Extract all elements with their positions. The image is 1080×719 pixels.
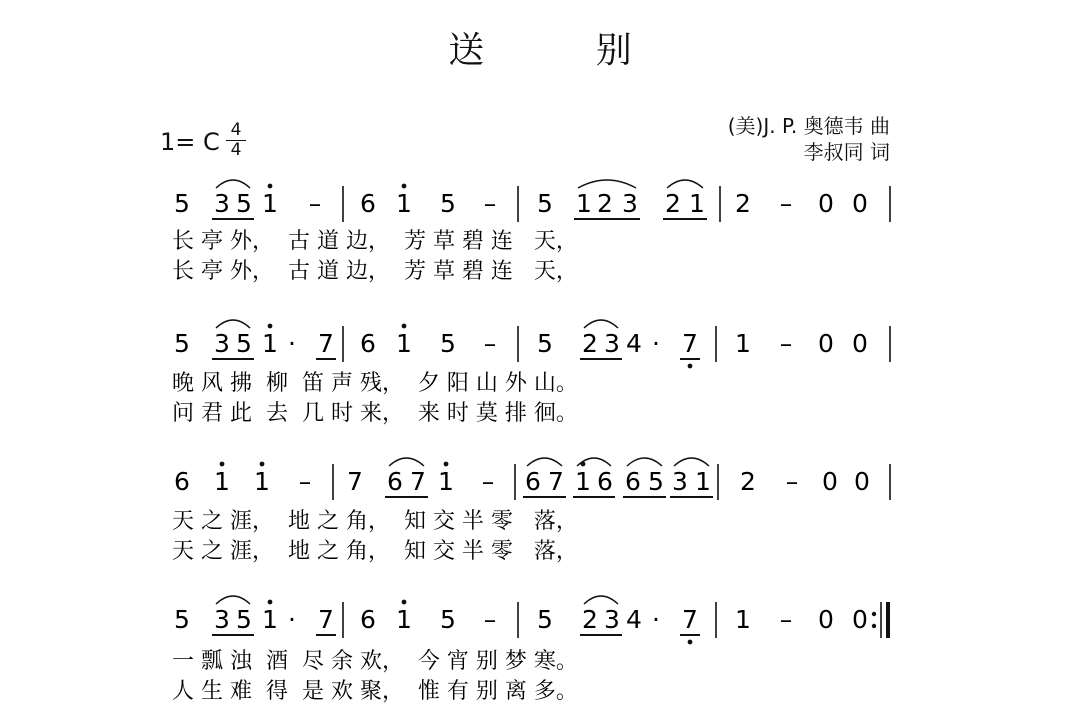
note: 1 (575, 467, 591, 496)
note: 2 (597, 189, 613, 218)
key-signature: 1= C (160, 128, 220, 156)
note: 2 (582, 329, 598, 358)
note: – (308, 189, 322, 218)
lyric-verse: 长 亭 外， 古 道 边， 芳 草 碧 连 天， (172, 259, 578, 284)
note: 6 (597, 467, 613, 496)
lyric-verse: 问 君 此 去 几 时 来， 来 时 莫 排 徊。 (172, 401, 578, 426)
note: 2 (665, 189, 681, 218)
note: 6 (525, 467, 541, 496)
note: 5 (440, 329, 456, 358)
note: 5 (174, 189, 190, 218)
note: 5 (537, 329, 553, 358)
note: – (779, 605, 793, 634)
note: 5 (174, 329, 190, 358)
note: 0 (852, 329, 868, 358)
note: 1 (262, 329, 278, 358)
note: 1 (735, 605, 751, 634)
note: 2 (735, 189, 751, 218)
octave-dot-above (268, 184, 273, 189)
octave-dot-below (688, 364, 693, 369)
slur-arc (527, 458, 562, 466)
slur-arc (667, 180, 703, 188)
note: 3 (622, 189, 638, 218)
note: 5 (648, 467, 664, 496)
time-signature-bottom: 4 (230, 140, 242, 160)
note: · (288, 329, 296, 358)
slur-arc (578, 180, 636, 188)
octave-dot-above (268, 600, 273, 605)
note: 5 (236, 605, 252, 634)
note: 6 (625, 467, 641, 496)
note: 7 (410, 467, 426, 496)
note: 5 (440, 189, 456, 218)
note: 6 (360, 605, 376, 634)
note: 1 (214, 467, 230, 496)
note: 0 (818, 189, 834, 218)
octave-dot-above (402, 324, 407, 329)
note: 7 (682, 329, 698, 358)
note: 6 (360, 189, 376, 218)
slur-arc (216, 180, 250, 188)
note: 0 (818, 605, 834, 634)
note: 1 (438, 467, 454, 496)
lyric-verse: 长 亭 外， 古 道 边， 芳 草 碧 连 天， (172, 229, 578, 254)
note: 1 (735, 329, 751, 358)
note: 0 (854, 467, 870, 496)
note: 5 (236, 329, 252, 358)
lyric-verse: 人 生 难 得 是 欢 聚， 惟 有 别 离 多。 (172, 679, 578, 704)
note: 1 (396, 329, 412, 358)
note: 7 (318, 605, 334, 634)
note: 7 (347, 467, 363, 496)
slur-arc (584, 596, 618, 604)
note: 5 (537, 605, 553, 634)
note: 0 (852, 189, 868, 218)
note: 3 (214, 189, 230, 218)
note: – (779, 189, 793, 218)
slur-arc (216, 320, 250, 328)
note: – (779, 329, 793, 358)
octave-dot-above (268, 324, 273, 329)
lyric-verse: 晚 风 拂 柳 笛 声 残， 夕 阳 山 外 山。 (172, 371, 578, 396)
octave-dot-below (688, 640, 693, 645)
note: 4 (626, 605, 642, 634)
note: 5 (537, 189, 553, 218)
octave-dot-above (220, 462, 225, 467)
note: · (652, 329, 660, 358)
note: 6 (360, 329, 376, 358)
repeat-dot (872, 612, 876, 616)
time-signature-top: 4 (230, 120, 242, 140)
note: 2 (740, 467, 756, 496)
lyric-verse: 天 之 涯， 地 之 角， 知 交 半 零 落， (172, 509, 578, 534)
note: 2 (582, 605, 598, 634)
note: – (785, 467, 799, 496)
note: 7 (682, 605, 698, 634)
note: 3 (604, 605, 620, 634)
lyric-verse: 天 之 涯， 地 之 角， 知 交 半 零 落， (172, 539, 578, 564)
octave-dot-above (260, 462, 265, 467)
note: 0 (852, 605, 868, 634)
slur-arc (627, 458, 662, 466)
note: · (288, 605, 296, 634)
note: 3 (214, 329, 230, 358)
note: 5 (440, 605, 456, 634)
slur-arc (584, 320, 618, 328)
note: 5 (236, 189, 252, 218)
note: 1 (262, 605, 278, 634)
note: 0 (818, 329, 834, 358)
song-title: 送 别 (448, 30, 682, 71)
note: 1 (396, 189, 412, 218)
octave-dot-above (444, 462, 449, 467)
note: 3 (604, 329, 620, 358)
note: 3 (672, 467, 688, 496)
note: 7 (548, 467, 564, 496)
composer-credit: (美)J. P. 奥德韦 曲 (727, 114, 890, 138)
note: 6 (387, 467, 403, 496)
note: 1 (396, 605, 412, 634)
note: – (483, 605, 497, 634)
note: 5 (174, 605, 190, 634)
note: · (652, 605, 660, 634)
note: 1 (262, 189, 278, 218)
octave-dot-above (402, 600, 407, 605)
note: 4 (626, 329, 642, 358)
slur-arc (216, 596, 250, 604)
note: 1 (254, 467, 270, 496)
note: 0 (822, 467, 838, 496)
octave-dot-above (402, 184, 407, 189)
slur-arc (389, 458, 424, 466)
note: – (298, 467, 312, 496)
note: 1 (689, 189, 705, 218)
lyric-verse: 一 瓢 浊 酒 尽 余 欢， 今 宵 别 梦 寒。 (172, 649, 578, 674)
note: – (483, 189, 497, 218)
repeat-dot (872, 624, 876, 628)
note: 3 (214, 605, 230, 634)
note: – (481, 467, 495, 496)
note: – (483, 329, 497, 358)
note: 7 (318, 329, 334, 358)
note: 1 (576, 189, 592, 218)
note: 1 (695, 467, 711, 496)
note: 6 (174, 467, 190, 496)
slur-arc (674, 458, 709, 466)
lyricist-credit: 李叔同 词 (803, 140, 890, 164)
